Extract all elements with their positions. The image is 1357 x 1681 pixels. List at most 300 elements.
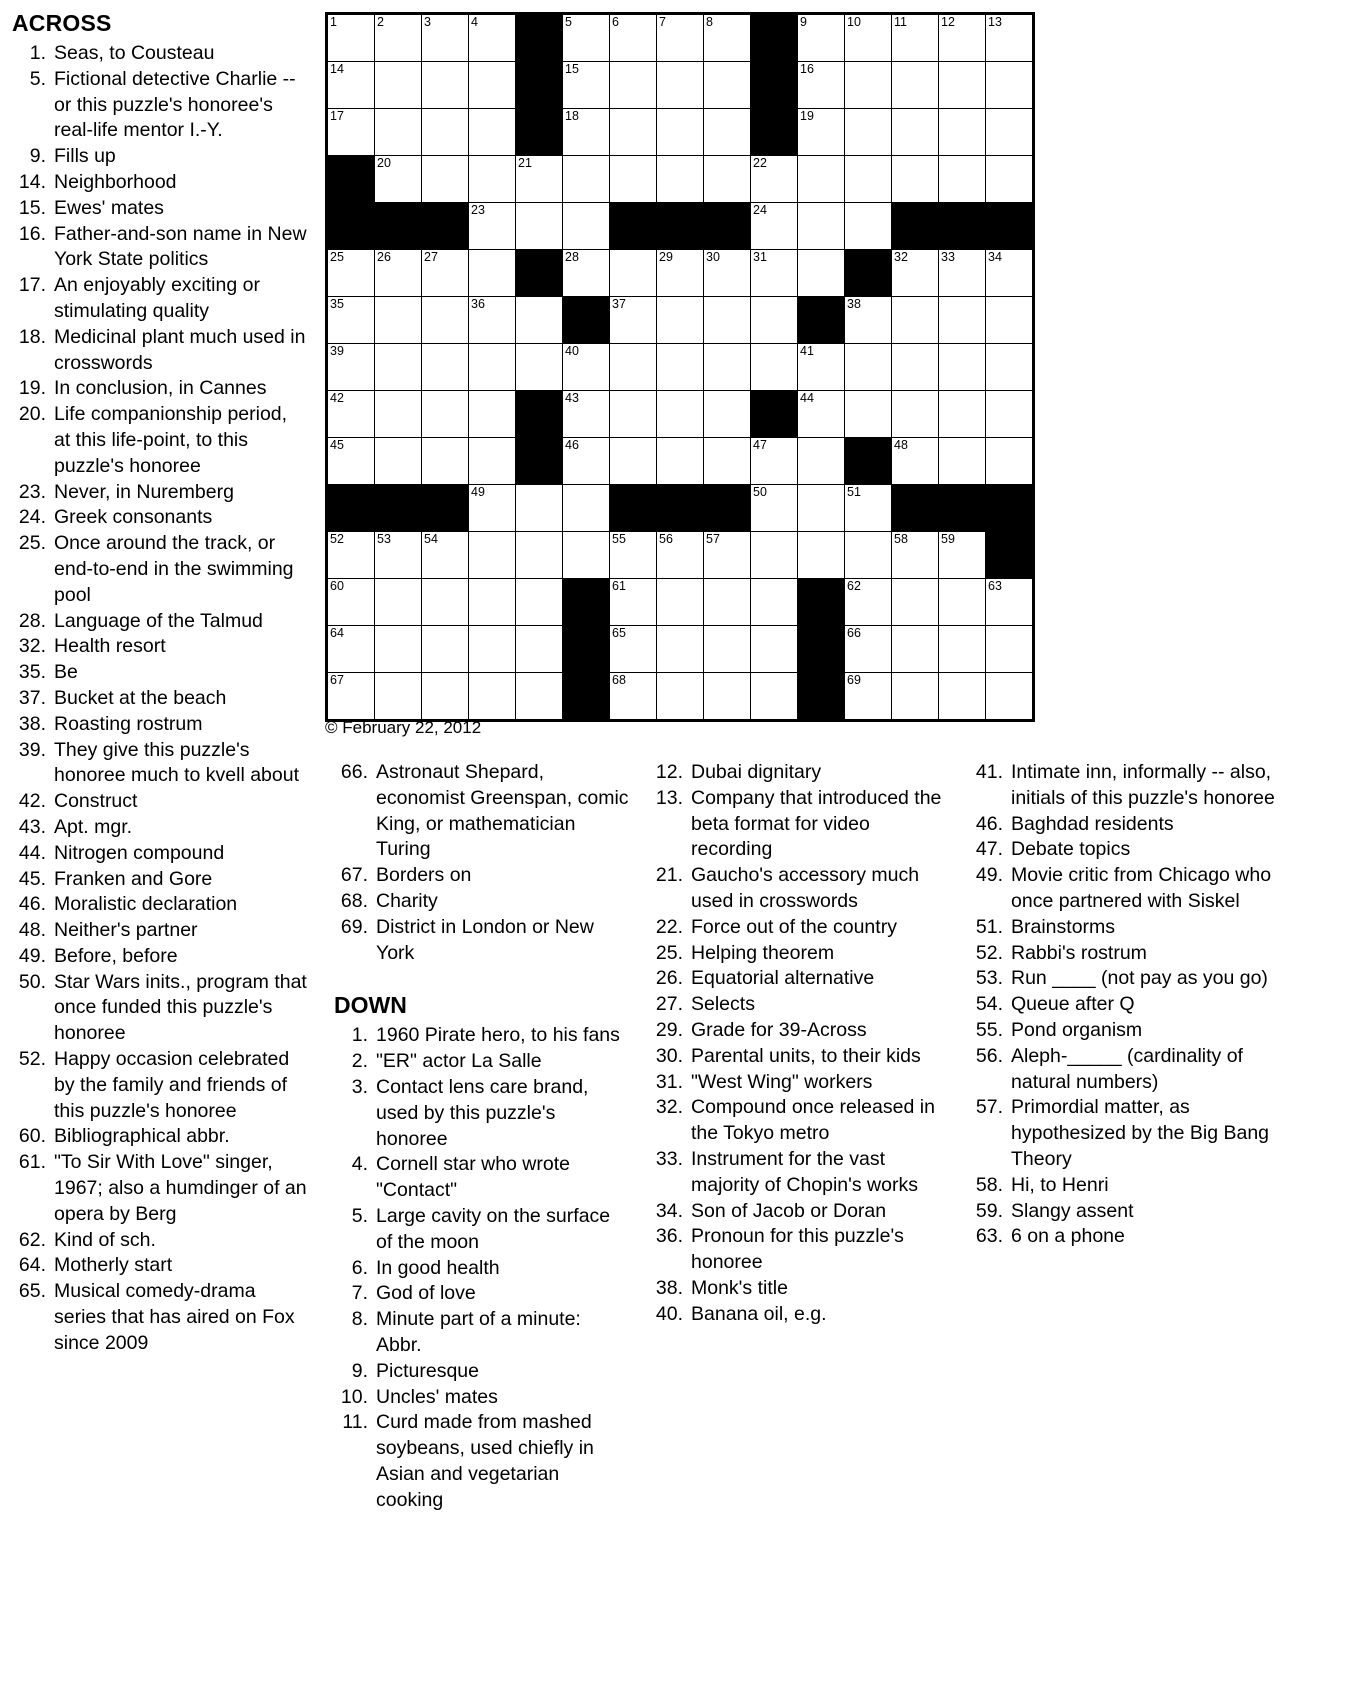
- grid-cell[interactable]: [375, 438, 422, 485]
- grid-cell[interactable]: [563, 62, 610, 109]
- grid-cell[interactable]: [563, 438, 610, 485]
- clue-text: Apt. mgr.: [54, 815, 133, 838]
- grid-row: [327, 532, 1034, 579]
- grid-cell-number: 4: [471, 15, 478, 29]
- grid-cell-number: 10: [847, 15, 861, 29]
- clue-item: [965, 812, 1280, 838]
- grid-cell[interactable]: [845, 673, 892, 721]
- grid-cell[interactable]: [516, 297, 563, 344]
- grid-cell[interactable]: [751, 626, 798, 673]
- grid-cell[interactable]: [704, 62, 751, 109]
- grid-cell[interactable]: [751, 344, 798, 391]
- clue-text: Large cavity on the surface of the moon: [376, 1204, 611, 1253]
- grid-cell[interactable]: [657, 391, 704, 438]
- clue-item: [965, 1044, 1280, 1096]
- grid-cell[interactable]: [327, 109, 375, 156]
- clue-text: Banana oil, e.g.: [691, 1302, 827, 1325]
- grid-cell-number: 27: [424, 250, 438, 264]
- grid-cell[interactable]: [422, 391, 469, 438]
- clue-number: 5.: [351, 1204, 368, 1227]
- grid-cell[interactable]: [469, 579, 516, 626]
- grid-cell[interactable]: [798, 62, 845, 109]
- grid-cell[interactable]: [704, 156, 751, 203]
- clue-number: 30.: [655, 1044, 683, 1067]
- grid-cell[interactable]: [892, 250, 939, 297]
- grid-cell[interactable]: [704, 532, 751, 579]
- grid-cell[interactable]: [704, 250, 751, 297]
- grid-cell[interactable]: [704, 626, 751, 673]
- grid-cell[interactable]: [610, 250, 657, 297]
- grid-cell-number: 46: [565, 438, 579, 452]
- clue-text: Run ____ (not pay as you go): [1011, 967, 1268, 990]
- grid-cell[interactable]: [469, 62, 516, 109]
- grid-cell[interactable]: [798, 203, 845, 250]
- grid-cell[interactable]: [469, 391, 516, 438]
- clue-text: Movie critic from Chicago who once partnered with Siskel: [1011, 864, 1272, 912]
- grid-cell[interactable]: [375, 579, 422, 626]
- clue-item: [8, 144, 308, 170]
- grid-cell[interactable]: [563, 391, 610, 438]
- clue-item: [330, 1049, 630, 1075]
- clue-number: 47.: [975, 838, 1003, 861]
- grid-cell[interactable]: [375, 297, 422, 344]
- grid-cell[interactable]: [845, 626, 892, 673]
- grid-cell[interactable]: [798, 438, 845, 485]
- grid-cell[interactable]: [986, 391, 1034, 438]
- grid-cell[interactable]: [516, 203, 563, 250]
- grid-cell[interactable]: [563, 250, 610, 297]
- grid-cell[interactable]: [657, 579, 704, 626]
- grid-cell[interactable]: [469, 203, 516, 250]
- grid-cell-number: 3: [424, 15, 431, 29]
- grid-cell[interactable]: [798, 14, 845, 62]
- clue-text: They give this puzzle's honoree much to kvell about: [54, 738, 299, 787]
- grid-cell[interactable]: [327, 579, 375, 626]
- clue-number: 5.: [29, 67, 46, 90]
- clue-item: [645, 1276, 955, 1302]
- clue-text: Never, in Nuremberg: [54, 480, 234, 503]
- grid-cell[interactable]: [845, 344, 892, 391]
- clue-item: [645, 1070, 955, 1096]
- grid-cell[interactable]: [327, 673, 375, 721]
- grid-cell[interactable]: [610, 532, 657, 579]
- grid-cell[interactable]: [986, 579, 1034, 626]
- grid-cell-block: [798, 673, 845, 721]
- grid-cell[interactable]: [610, 391, 657, 438]
- grid-cell[interactable]: [986, 438, 1034, 485]
- clue-text: Construct: [54, 790, 138, 813]
- grid-cell-block: [939, 203, 986, 250]
- grid-cell[interactable]: [939, 250, 986, 297]
- grid-cell[interactable]: [751, 579, 798, 626]
- grid-cell-block: [892, 485, 939, 532]
- grid-cell[interactable]: [327, 626, 375, 673]
- grid-cell[interactable]: [845, 485, 892, 532]
- clue-item: [965, 941, 1280, 967]
- grid-cell[interactable]: [469, 109, 516, 156]
- grid-cell[interactable]: [892, 673, 939, 721]
- grid-cell[interactable]: [845, 156, 892, 203]
- grid-cell[interactable]: [939, 14, 986, 62]
- grid-cell[interactable]: [422, 62, 469, 109]
- clue-number: 16.: [18, 222, 46, 245]
- clue-item: [965, 1199, 1280, 1225]
- grid-cell[interactable]: [892, 626, 939, 673]
- grid-cell[interactable]: [610, 579, 657, 626]
- grid-cell[interactable]: [516, 156, 563, 203]
- clue-number: 34.: [655, 1199, 683, 1222]
- grid-cell[interactable]: [939, 532, 986, 579]
- grid-cell[interactable]: [563, 203, 610, 250]
- grid-cell[interactable]: [845, 14, 892, 62]
- grid-row: [327, 250, 1034, 297]
- grid-cell[interactable]: [469, 14, 516, 62]
- clue-item: [8, 273, 308, 325]
- grid-cell[interactable]: [422, 532, 469, 579]
- clue-number: 51.: [975, 915, 1003, 938]
- grid-cell[interactable]: [375, 62, 422, 109]
- clue-number: 24.: [18, 506, 46, 529]
- grid-cell[interactable]: [892, 14, 939, 62]
- grid-cell[interactable]: [657, 673, 704, 721]
- grid-cell[interactable]: [469, 344, 516, 391]
- grid-cell[interactable]: [845, 203, 892, 250]
- grid-cell[interactable]: [516, 485, 563, 532]
- grid-cell-number: 35: [330, 297, 344, 311]
- clue-number: 36.: [655, 1225, 683, 1248]
- grid-cell[interactable]: [751, 203, 798, 250]
- clue-number: 49.: [975, 864, 1003, 887]
- grid-cell[interactable]: [845, 109, 892, 156]
- clue-number: 1.: [29, 42, 46, 64]
- clue-number: 55.: [975, 1018, 1003, 1041]
- grid-cell[interactable]: [939, 391, 986, 438]
- grid-cell[interactable]: [610, 673, 657, 721]
- grid-cell[interactable]: [845, 579, 892, 626]
- grid-cell-number: 34: [988, 250, 1002, 264]
- grid-cell[interactable]: [375, 250, 422, 297]
- grid-cell[interactable]: [327, 391, 375, 438]
- grid-cell[interactable]: [469, 297, 516, 344]
- grid-cell[interactable]: [657, 156, 704, 203]
- grid-cell-block: [657, 485, 704, 532]
- clue-text: Slangy assent: [1011, 1199, 1134, 1222]
- clue-number: 25.: [655, 941, 683, 964]
- clue-text: Son of Jacob or Doran: [691, 1199, 887, 1222]
- grid-cell[interactable]: [892, 297, 939, 344]
- grid-cell[interactable]: [422, 14, 469, 62]
- clue-number: 40.: [655, 1302, 683, 1325]
- grid-cell[interactable]: [704, 579, 751, 626]
- clue-item: [645, 966, 955, 992]
- clue-item: [8, 196, 308, 222]
- clue-text: Grade for 39-Across: [691, 1018, 867, 1041]
- grid-cell[interactable]: [986, 344, 1034, 391]
- grid-cell[interactable]: [327, 438, 375, 485]
- grid-cell[interactable]: [986, 62, 1034, 109]
- clue-number: 48.: [18, 919, 46, 942]
- clue-number: 23.: [18, 480, 46, 503]
- grid-cell[interactable]: [892, 438, 939, 485]
- grid-cell[interactable]: [986, 297, 1034, 344]
- grid-cell[interactable]: [751, 673, 798, 721]
- clue-item: [330, 1281, 630, 1307]
- grid-cell[interactable]: [610, 344, 657, 391]
- grid-cell[interactable]: [892, 109, 939, 156]
- grid-cell[interactable]: [516, 579, 563, 626]
- grid-cell[interactable]: [327, 297, 375, 344]
- grid-cell-number: 54: [424, 532, 438, 546]
- clue-item: [330, 1075, 630, 1152]
- grid-cell[interactable]: [563, 485, 610, 532]
- grid-cell[interactable]: [939, 62, 986, 109]
- grid-cell[interactable]: [610, 438, 657, 485]
- grid-cell[interactable]: [375, 156, 422, 203]
- grid-cell[interactable]: [986, 14, 1034, 62]
- grid-cell-block: [986, 203, 1034, 250]
- grid-cell[interactable]: [422, 297, 469, 344]
- grid-cell[interactable]: [704, 673, 751, 721]
- clue-number: 69.: [340, 915, 368, 938]
- grid-cell-number: 6: [612, 15, 619, 29]
- grid-cell[interactable]: [657, 109, 704, 156]
- grid-cell[interactable]: [657, 438, 704, 485]
- clue-item: [8, 660, 308, 686]
- grid-cell-number: 59: [941, 532, 955, 546]
- clue-number: 68.: [340, 889, 368, 912]
- clue-item: [8, 376, 308, 402]
- grid-cell[interactable]: [704, 109, 751, 156]
- clue-item: [330, 1152, 630, 1204]
- grid-cell[interactable]: [610, 109, 657, 156]
- clue-text: "To Sir With Love" singer, 1967; also a humdinger of an opera by Berg: [54, 1151, 307, 1225]
- grid-cell[interactable]: [939, 344, 986, 391]
- grid-cell[interactable]: [704, 391, 751, 438]
- grid-cell[interactable]: [657, 626, 704, 673]
- grid-cell[interactable]: [657, 250, 704, 297]
- clue-item: [330, 1359, 630, 1385]
- grid-cell-block: [657, 203, 704, 250]
- grid-cell[interactable]: [469, 156, 516, 203]
- grid-cell[interactable]: [892, 344, 939, 391]
- clue-number: 42.: [18, 790, 46, 813]
- clue-item: [8, 634, 308, 660]
- grid-cell[interactable]: [610, 14, 657, 62]
- clue-item: [645, 760, 955, 786]
- grid-cell[interactable]: [986, 109, 1034, 156]
- clue-number: 63.: [975, 1225, 1003, 1248]
- grid-row: [327, 438, 1034, 485]
- grid-cell[interactable]: [375, 391, 422, 438]
- clue-item: [645, 863, 955, 915]
- grid-cell[interactable]: [657, 532, 704, 579]
- grid-cell[interactable]: [422, 344, 469, 391]
- clue-number: 19.: [18, 377, 46, 400]
- grid-cell[interactable]: [610, 62, 657, 109]
- clue-text: In conclusion, in Cannes: [54, 377, 267, 400]
- clue-number: 46.: [975, 812, 1003, 835]
- grid-cell-number: 20: [377, 156, 391, 170]
- grid-cell[interactable]: [798, 532, 845, 579]
- grid-cell[interactable]: [375, 673, 422, 721]
- grid-cell-number: 38: [847, 297, 861, 311]
- grid-cell[interactable]: [657, 297, 704, 344]
- clue-text: Hi, to Henri: [1011, 1173, 1109, 1196]
- grid-cell[interactable]: [751, 532, 798, 579]
- grid-cell-number: 23: [471, 203, 485, 217]
- clue-number: 10.: [340, 1385, 368, 1408]
- grid-cell[interactable]: [939, 438, 986, 485]
- grid-cell[interactable]: [798, 391, 845, 438]
- grid-cell[interactable]: [327, 62, 375, 109]
- clue-column-4: [965, 760, 1280, 1250]
- clue-item: [965, 915, 1280, 941]
- grid-cell[interactable]: [610, 156, 657, 203]
- grid-cell-number: 5: [565, 15, 572, 29]
- grid-cell[interactable]: [751, 438, 798, 485]
- grid-cell[interactable]: [939, 109, 986, 156]
- grid-cell[interactable]: [516, 532, 563, 579]
- grid-cell[interactable]: [469, 438, 516, 485]
- grid-cell[interactable]: [516, 626, 563, 673]
- grid-cell[interactable]: [939, 297, 986, 344]
- grid-cell[interactable]: [986, 673, 1034, 721]
- grid-cell-number: 29: [659, 250, 673, 264]
- grid-cell[interactable]: [939, 673, 986, 721]
- clue-text: Debate topics: [1011, 838, 1131, 861]
- clue-item: [8, 170, 308, 196]
- grid-cell[interactable]: [845, 62, 892, 109]
- grid-cell[interactable]: [422, 673, 469, 721]
- clue-text: Force out of the country: [691, 915, 897, 938]
- grid-cell[interactable]: [657, 14, 704, 62]
- grid-cell[interactable]: [751, 156, 798, 203]
- grid-cell-block: [516, 391, 563, 438]
- grid-cell[interactable]: [610, 626, 657, 673]
- grid-cell[interactable]: [516, 344, 563, 391]
- grid-cell-number: 26: [377, 250, 391, 264]
- clue-number: 65.: [18, 1280, 46, 1303]
- clue-text: Primordial matter, as hypothesized by the Big Bang Theory: [1011, 1096, 1270, 1170]
- grid-cell[interactable]: [986, 250, 1034, 297]
- grid-cell[interactable]: [892, 579, 939, 626]
- grid-cell[interactable]: [704, 297, 751, 344]
- grid-cell[interactable]: [845, 532, 892, 579]
- clue-item: [330, 760, 630, 863]
- grid-cell[interactable]: [327, 344, 375, 391]
- grid-cell[interactable]: [798, 156, 845, 203]
- grid-cell[interactable]: [845, 297, 892, 344]
- grid-cell[interactable]: [422, 579, 469, 626]
- grid-cell[interactable]: [939, 626, 986, 673]
- grid-cell-block: [751, 391, 798, 438]
- grid-cell[interactable]: [563, 14, 610, 62]
- grid-cell-number: 12: [941, 15, 955, 29]
- grid-cell[interactable]: [751, 485, 798, 532]
- grid-cell[interactable]: [657, 62, 704, 109]
- grid-cell[interactable]: [798, 109, 845, 156]
- grid-cell[interactable]: [327, 532, 375, 579]
- grid-cell-block: [751, 14, 798, 62]
- grid-cell[interactable]: [892, 532, 939, 579]
- grid-cell[interactable]: [375, 626, 422, 673]
- clue-number: 37.: [18, 686, 46, 709]
- clue-item: [8, 325, 308, 377]
- grid-cell[interactable]: [986, 626, 1034, 673]
- grid-cell[interactable]: [751, 250, 798, 297]
- grid-cell[interactable]: [327, 14, 375, 62]
- clue-item: [965, 1224, 1280, 1250]
- grid-cell[interactable]: [704, 344, 751, 391]
- grid-cell[interactable]: [375, 532, 422, 579]
- grid-cell-block: [704, 485, 751, 532]
- clue-text: Roasting rostrum: [54, 712, 203, 735]
- grid-cell[interactable]: [375, 109, 422, 156]
- grid-cell[interactable]: [327, 250, 375, 297]
- clue-text: Be: [54, 661, 78, 684]
- grid-cell[interactable]: [422, 250, 469, 297]
- grid-cell[interactable]: [798, 485, 845, 532]
- grid-cell[interactable]: [469, 532, 516, 579]
- clue-item: [645, 915, 955, 941]
- clue-number: 39.: [18, 738, 46, 761]
- crossword-grid[interactable]: [325, 12, 1035, 722]
- grid-cell[interactable]: [422, 626, 469, 673]
- grid-cell[interactable]: [892, 156, 939, 203]
- grid-cell[interactable]: [657, 344, 704, 391]
- grid-cell[interactable]: [516, 673, 563, 721]
- grid-cell-number: 31: [753, 250, 767, 264]
- grid-cell[interactable]: [563, 156, 610, 203]
- grid-cell[interactable]: [469, 250, 516, 297]
- grid-cell[interactable]: [375, 14, 422, 62]
- grid-cell[interactable]: [375, 344, 422, 391]
- grid-cell[interactable]: [798, 344, 845, 391]
- clue-text: Fictional detective Charlie -- or this puzzle's honoree's real-life mentor I.-Y.: [54, 67, 296, 142]
- grid-cell[interactable]: [563, 344, 610, 391]
- grid-cell[interactable]: [704, 438, 751, 485]
- grid-cell[interactable]: [563, 109, 610, 156]
- grid-cell[interactable]: [939, 156, 986, 203]
- grid-cell[interactable]: [939, 579, 986, 626]
- clue-item: [330, 1256, 630, 1282]
- clue-number: 59.: [975, 1199, 1003, 1222]
- grid-cell[interactable]: [751, 297, 798, 344]
- grid-cell[interactable]: [798, 250, 845, 297]
- grid-cell[interactable]: [469, 485, 516, 532]
- grid-cell[interactable]: [422, 438, 469, 485]
- grid-cell[interactable]: [986, 156, 1034, 203]
- grid-cell-block: [563, 579, 610, 626]
- clue-text: Happy occasion celebrated by the family and friends of this puzzle's honoree: [54, 1048, 290, 1122]
- grid-cell[interactable]: [469, 673, 516, 721]
- grid-cell[interactable]: [422, 109, 469, 156]
- grid-cell[interactable]: [610, 297, 657, 344]
- clue-text: Pond organism: [1011, 1018, 1143, 1041]
- grid-cell[interactable]: [892, 391, 939, 438]
- crossword-grid-table[interactable]: [325, 12, 1035, 722]
- clue-text: Company that introduced the beta format for video recording: [691, 786, 942, 861]
- grid-cell-block: [751, 109, 798, 156]
- clue-text: Parental units, to their kids: [691, 1044, 921, 1067]
- grid-cell[interactable]: [845, 391, 892, 438]
- grid-cell[interactable]: [892, 62, 939, 109]
- grid-cell[interactable]: [469, 626, 516, 673]
- grid-cell-block: [327, 485, 375, 532]
- grid-cell[interactable]: [422, 156, 469, 203]
- grid-cell[interactable]: [704, 14, 751, 62]
- grid-cell[interactable]: [563, 532, 610, 579]
